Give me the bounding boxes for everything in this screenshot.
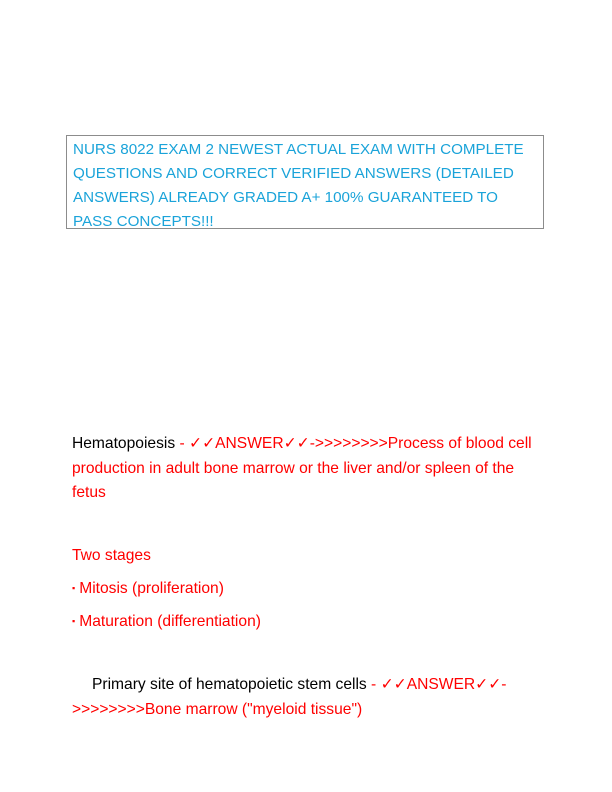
stage-text: Maturation (differentiation) [79, 613, 261, 630]
qa-item-hematopoiesis [72, 432, 544, 506]
list-item [72, 576, 261, 601]
qa-item-primary-site [72, 673, 544, 722]
document-title: NURS 8022 EXAM 2 NEWEST ACTUAL EXAM WITH COMPLETE QUESTIONS AND CORRECT VERIFIED ANSWERS (DETAILED ANSWERS) ALREADY GRADED A+ 100% GUARANTEED TO PASS CONCEPTS!!! [73, 141, 524, 230]
stage-list [72, 576, 261, 642]
answer-text: - ✓✓ANSWER✓✓->>>>>>>>Bone marrow ("myeloid tissue") [72, 676, 507, 718]
bullet-icon: ▪ [72, 616, 76, 626]
stages-heading: Two stages [72, 547, 151, 564]
answer-text: - ✓✓ANSWER✓✓->>>>>>>>Process of blood cell production in adult bone marrow or the liver and/or spleen of the fetus [72, 435, 532, 501]
document-title-box [66, 135, 544, 229]
question-term: Hematopoiesis [72, 435, 176, 452]
list-item [72, 609, 261, 634]
stage-text: Mitosis (proliferation) [79, 580, 224, 597]
question-term: Primary site of hematopoietic stem cells [92, 676, 367, 693]
bullet-icon: ▪ [72, 583, 76, 593]
